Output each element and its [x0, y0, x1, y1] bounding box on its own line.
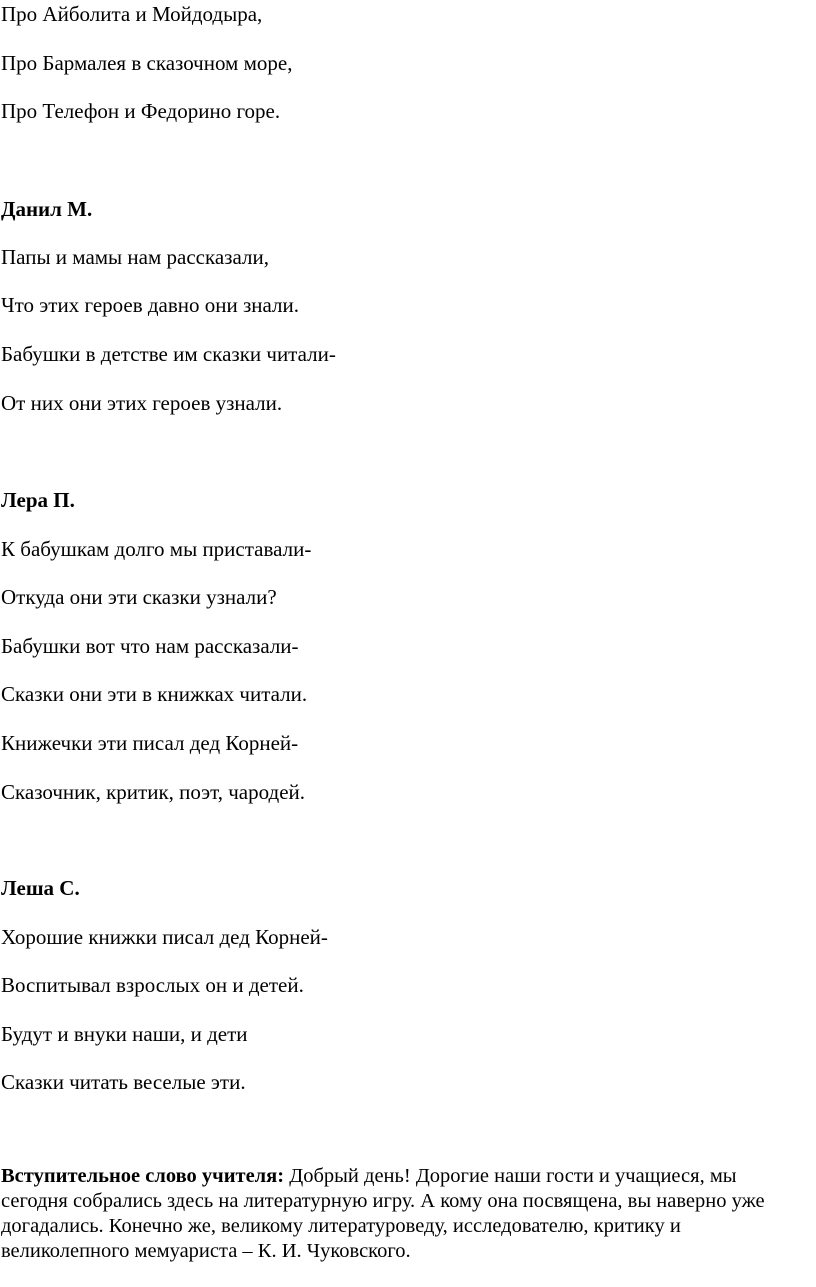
speaker-name: Леша С. [1, 876, 80, 900]
intro-label: Вступительное слово учителя: [1, 1165, 285, 1187]
intro-text: Добрый день! Дорогие наши гости и учащиеся, мы сегодня собрались здесь на литературную игру. А кому она посвящена, вы наверно уже догадались. Конечно же, великому литературоведу, исследователю, критику и великолепного мемуариста – К. И. Чуковского. [1, 1165, 765, 1262]
poem-line: Про Телефон и Федорино горе. [1, 99, 281, 123]
poem-line: Сказки читать веселые эти. [1, 1070, 246, 1094]
poem-line: Откуда они эти сказки узнали? [1, 585, 277, 609]
poem-line: Сказки они эти в книжках читали. [1, 682, 308, 706]
poem-line: Хорошие книжки писал дед Корней- [1, 925, 328, 949]
speaker-name: Данил М. [1, 197, 93, 221]
poem-line: Сказочник, критик, поэт, чародей. [1, 780, 306, 804]
poem-line: Воспитывал взрослых он и детей. [1, 973, 304, 997]
poem-line: Будут и внуки наши, и дети [1, 1022, 248, 1046]
poem-line: Книжечки эти писал дед Корней- [1, 731, 299, 755]
poem-line: Про Бармалея в сказочном море, [1, 51, 293, 75]
poem-line: Бабушки вот что нам рассказали- [1, 634, 299, 658]
poem-line: Бабушки в детстве им сказки читали- [1, 342, 336, 366]
poem-line: Папы и мамы нам рассказали, [1, 245, 269, 269]
poem-line: Что этих героев давно они знали. [1, 293, 300, 317]
poem-line: Про Айболита и Мойдодыра, [1, 2, 263, 26]
speaker-name: Лера П. [1, 488, 75, 512]
poem-line: От них они этих героев узнали. [1, 391, 283, 415]
poem-line: К бабушкам долго мы приставали- [1, 537, 312, 561]
intro-paragraph [1, 1164, 781, 1264]
